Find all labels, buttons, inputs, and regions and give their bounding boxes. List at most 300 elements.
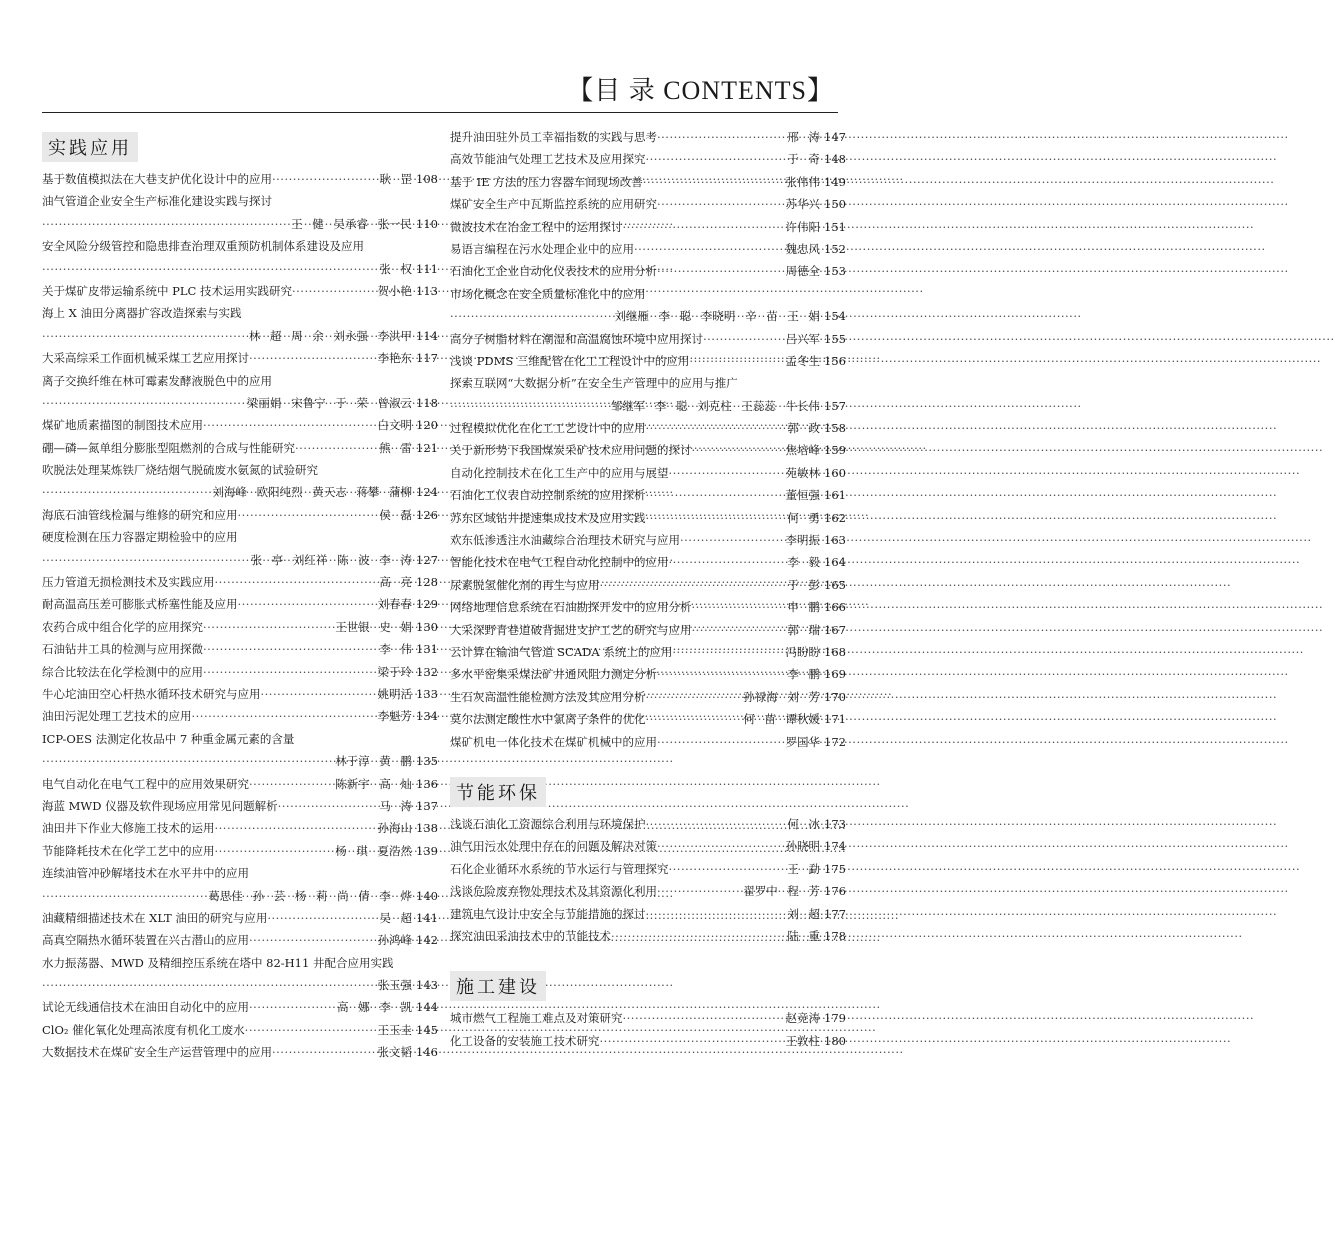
toc-entry-authors: 张玉强 — [377, 978, 413, 993]
dot-leader — [600, 1030, 786, 1052]
toc-entry[interactable] — [450, 238, 846, 260]
toc-entry-authors: 李明振 — [785, 533, 821, 548]
toc-entry-authors: 林 超 周 余 刘永强 李洪甲 — [248, 328, 413, 343]
toc-entry[interactable] — [450, 417, 846, 439]
toc-entry[interactable] — [450, 813, 846, 835]
toc-entry-title: 大采深野青巷道破背掘进支护工艺的研究与应用 — [450, 622, 692, 637]
toc-entry-line — [42, 616, 438, 638]
toc-entry-page: 174 — [824, 839, 846, 854]
section-title-text: 施工建设 — [450, 971, 546, 1001]
toc-entry-line — [450, 686, 846, 708]
toc-entry[interactable] — [450, 686, 846, 708]
toc-entry-page: 179 — [824, 1011, 846, 1026]
toc-entry-line — [42, 840, 438, 862]
toc-entry-line — [450, 439, 846, 461]
toc-entry-line — [450, 880, 846, 902]
dot-leader — [669, 551, 788, 573]
toc-entry-authors: 贺小艳 — [377, 283, 413, 298]
toc-entry[interactable] — [42, 571, 438, 593]
toc-entry-title: 安全风险分级管控和隐患排查治理双重预防机制体系建设及应用 — [42, 239, 364, 254]
toc-entry[interactable] — [450, 350, 846, 372]
toc-entry[interactable] — [42, 929, 438, 951]
toc-entry-page: 145 — [416, 1022, 438, 1037]
toc-entry[interactable] — [450, 1007, 846, 1029]
toc-entry-title: 大采高综采工作面机械采煤工艺应用探讨 — [42, 351, 249, 366]
toc-entry-page: 134 — [416, 709, 438, 724]
toc-entry-title: 石油化工仪表自动控制系统的应用探析 — [450, 488, 646, 503]
toc-entry-title: 多水平密集采煤法矿井通风阻力测定分析 — [450, 667, 657, 682]
toc-entry-authors: 李 鹏 — [787, 667, 821, 682]
toc-entry-authors: 侯 磊 — [379, 507, 413, 522]
section-gap — [450, 947, 846, 965]
toc-entry-authors: 张文韬 — [377, 1045, 413, 1060]
toc-entry-authors: 姚明活 — [377, 686, 413, 701]
toc-entry-line — [42, 526, 438, 548]
toc-entry-authors: 孙晓明 — [785, 839, 821, 854]
toc-entry-authors: 孟冬生 — [785, 353, 821, 368]
section-title — [450, 777, 846, 805]
dot-leader — [261, 683, 378, 705]
toc-entry[interactable] — [450, 372, 846, 417]
toc-entry-page: 128 — [416, 575, 438, 590]
toc-entry-title: 吹脱法处理某炼铁厂烧结烟气脱硫废水氨氮的试验研究 — [42, 463, 318, 478]
toc-entry-line — [42, 638, 438, 660]
toc-entry-page: 144 — [416, 1000, 438, 1015]
toc-entry[interactable] — [42, 773, 438, 795]
contents-header: 【目 录 CONTENTS】 — [567, 76, 834, 105]
toc-entry-authors: 刘春春 — [377, 597, 413, 612]
toc-entry[interactable] — [450, 708, 846, 730]
dot-leader — [623, 1007, 786, 1029]
toc-entry-page: 135 — [416, 754, 438, 769]
toc-entry-page: 108 — [416, 172, 438, 186]
dot-leader — [634, 238, 786, 260]
dot-leader — [203, 638, 379, 660]
toc-entry-line — [450, 395, 846, 417]
toc-entry-page: 170 — [824, 689, 846, 704]
toc-entry-title: 水力振荡器、MWD 及精细控压系统在塔中 82-H11 井配合应用实践 — [42, 955, 394, 970]
toc-entry-page: 159 — [824, 443, 846, 458]
toc-entry[interactable] — [42, 661, 438, 683]
dot-leader — [646, 686, 744, 708]
toc-entry-title: 煤矿安全生产中瓦斯监控系统的应用研究 — [450, 197, 657, 212]
toc-entry[interactable] — [450, 328, 846, 350]
dot-leader — [238, 504, 380, 526]
toc-entry-authors: 于 彭 — [787, 577, 821, 592]
toc-entry-authors: 何 冰 — [787, 816, 821, 831]
toc-entry-authors: 陈新宇 高 灿 — [335, 776, 413, 791]
dot-leader — [646, 903, 788, 925]
toc-entry-title: 油气田污水处理中存在的问题及解决对策 — [450, 839, 657, 854]
toc-entry-title: 煤矿机电一体化技术在煤矿机械中的应用 — [450, 734, 657, 749]
toc-entry-title: 牛心坨油田空心杆热水循环技术研究与应用 — [42, 686, 261, 701]
toc-entry[interactable] — [42, 459, 438, 504]
toc-entry[interactable] — [450, 507, 846, 529]
toc-entry[interactable] — [450, 641, 846, 663]
toc-entry-title: 高真空隔热水循环装置在兴古潜山的应用 — [42, 933, 249, 948]
toc-entry-line — [42, 1019, 438, 1041]
toc-entry-line — [450, 238, 846, 260]
dot-leader — [203, 414, 378, 436]
toc-entry-page: 118 — [416, 395, 438, 410]
toc-entry[interactable] — [42, 235, 438, 280]
dot-leader — [42, 258, 379, 280]
toc-entry-authors: 魏忠风 — [785, 241, 821, 256]
toc-entry[interactable] — [42, 526, 438, 571]
toc-entry-title: 城市燃气工程施工难点及对策研究 — [450, 1011, 623, 1026]
toc-entry-line — [42, 817, 438, 839]
dot-leader — [692, 619, 788, 641]
toc-entry[interactable] — [450, 216, 846, 238]
toc-entry-page: 126 — [416, 507, 438, 522]
toc-entry-line — [42, 773, 438, 795]
toc-entry-line — [450, 813, 846, 835]
toc-entry-line — [42, 347, 438, 369]
toc-entry-authors: 梁于玲 — [377, 664, 413, 679]
toc-entry-page: 143 — [416, 978, 438, 993]
toc-entry-title: 探究油田采油技术中的节能技术 — [450, 928, 611, 943]
toc-entry-line — [42, 235, 438, 257]
toc-entry-line — [450, 574, 846, 596]
toc-entry-authors: 李艳东 — [377, 351, 413, 366]
toc-entry-authors: 杨 琪 夏浩然 — [335, 843, 413, 858]
toc-entry-title: 节能降耗技术在化学工艺中的应用 — [42, 843, 215, 858]
dot-leader — [657, 835, 786, 857]
toc-entry-authors: 李 伟 — [379, 642, 413, 657]
toc-entry-line — [450, 903, 846, 925]
toc-entry[interactable] — [42, 1019, 438, 1041]
toc-entry-page: 155 — [824, 331, 846, 346]
toc-entry[interactable] — [450, 835, 846, 857]
toc-entry-page: 142 — [416, 933, 438, 948]
toc-entry-page: 168 — [824, 644, 846, 659]
toc-entry-title: 硼—磷—氮单组分膨胀型阻燃剂的合成与性能研究 — [42, 440, 295, 455]
toc-entry[interactable] — [450, 731, 846, 753]
toc-entry[interactable] — [450, 574, 846, 596]
dot-leader — [646, 484, 786, 506]
dot-leader — [657, 260, 786, 282]
toc-entry-line — [450, 1030, 846, 1052]
toc-entry-title: 石油钻井工具的检测与应用探微 — [42, 642, 203, 657]
toc-entry-line — [450, 216, 846, 238]
toc-entry[interactable] — [42, 996, 438, 1018]
toc-entry[interactable] — [42, 168, 438, 190]
toc-entry-authors: 吕兴军 — [785, 331, 821, 346]
toc-entry[interactable] — [42, 302, 438, 347]
dot-leader — [657, 193, 786, 215]
toc-entry-title: 提升油田驻外员工幸福指数的实践与思考 — [450, 130, 657, 144]
toc-entry-line — [450, 171, 846, 193]
toc-entry-line — [42, 929, 438, 951]
toc-entry-authors: 郭 瑞 — [787, 622, 821, 637]
toc-entry-line — [450, 193, 846, 215]
toc-entry-page: 154 — [824, 309, 846, 324]
toc-entry-authors: 翟罗中 程 芳 — [743, 884, 821, 899]
toc-entry-title: 易语言编程在污水处理企业中的应用 — [450, 241, 634, 256]
toc-entry-title: 大数据技术在煤矿安全生产运营管理中的应用 — [42, 1045, 272, 1060]
toc-entry-authors: 苑敏林 — [785, 465, 821, 480]
toc-entry-page: 117 — [416, 351, 438, 366]
toc-entry[interactable] — [42, 1041, 438, 1063]
toc-entry-line — [42, 1041, 438, 1063]
toc-entry-line — [42, 481, 438, 503]
toc-entry[interactable] — [450, 260, 846, 282]
toc-entry-authors: 高 亮 — [379, 575, 413, 590]
toc-entry-line — [450, 835, 846, 857]
dot-leader — [689, 350, 785, 372]
toc-entry-page: 127 — [416, 552, 438, 567]
toc-entry-authors: 何 苗 谭秋媛 — [743, 712, 821, 727]
toc-entry-authors: 白文明 — [377, 418, 413, 433]
toc-entry-page: 180 — [824, 1033, 846, 1048]
dot-leader — [669, 858, 788, 880]
toc-entry[interactable] — [42, 907, 438, 929]
toc-entry-line — [42, 705, 438, 727]
toc-entry-line — [450, 417, 846, 439]
toc-entry-line — [450, 925, 846, 947]
toc-entry-title: 高分子树脂材料在潮湿和高温腐蚀环境中应用探讨 — [450, 331, 703, 346]
toc-entry-page: 141 — [416, 910, 438, 925]
toc-entry-title: 石化企业循环水系统的节水运行与管理探究 — [450, 861, 669, 876]
toc-entry[interactable] — [450, 925, 846, 947]
toc-entry-authors: 孙禄海 刘 芳 — [743, 689, 821, 704]
toc-entry-title: 试论无线通信技术在油田自动化中的应用 — [42, 1000, 249, 1015]
toc-entry-authors: 申 鹏 — [787, 600, 821, 615]
toc-entry-page: 148 — [824, 152, 846, 167]
toc-entry[interactable] — [42, 190, 438, 235]
toc-entry-authors: 刘继雁 李 聪 李晓明 辛 苗 王 娟 — [614, 309, 821, 324]
toc-entry[interactable] — [42, 795, 438, 817]
toc-entry-page: 136 — [416, 776, 438, 791]
dot-leader — [42, 885, 208, 907]
toc-entry-title: 离子交换纤维在林可霉素发酵液脱色中的应用 — [42, 373, 272, 388]
toc-entry-line — [42, 728, 438, 750]
dot-leader — [657, 126, 787, 148]
toc-entry[interactable] — [450, 858, 846, 880]
toc-entry[interactable] — [42, 593, 438, 615]
toc-entry-title: 浅谈石油化工资源综合利用与环境保护 — [450, 816, 646, 831]
toc-entry-line — [450, 126, 846, 148]
toc-entry-page: 164 — [824, 555, 846, 570]
toc-entry[interactable] — [42, 437, 438, 459]
toc-entry-line — [42, 661, 438, 683]
toc-entry-line — [450, 484, 846, 506]
toc-entry-line — [450, 663, 846, 685]
toc-entry-page: 178 — [824, 928, 846, 943]
dot-leader — [249, 996, 337, 1018]
toc-entry-page: 169 — [824, 667, 846, 682]
toc-entry-title: 苏东区域钻井提速集成技术及应用实践 — [450, 510, 646, 525]
dot-leader — [646, 507, 788, 529]
toc-entry-line — [450, 1007, 846, 1029]
section-gap — [450, 753, 846, 771]
toc-entry-line — [42, 504, 438, 526]
toc-entry-title: 关于煤矿皮带运输系统中 PLC 技术运用实践研究 — [42, 283, 292, 298]
dot-leader — [272, 168, 379, 190]
toc-entry-line — [42, 885, 438, 907]
toc-entry[interactable] — [450, 462, 846, 484]
dot-leader — [623, 216, 786, 238]
dot-leader — [267, 907, 379, 929]
toc-entry-line — [450, 148, 846, 170]
toc-entry-title: 莫尔法测定酸性水中氯离子条件的优化 — [450, 712, 646, 727]
toc-entry-title: 高效节能油气处理工艺技术及应用探究 — [450, 152, 646, 167]
dot-leader — [249, 773, 335, 795]
toc-entry[interactable] — [450, 903, 846, 925]
toc-entry-authors: 孙海山 — [377, 821, 413, 836]
toc-entry[interactable] — [42, 370, 438, 415]
toc-entry-title: 过程模拟优化在化工工艺设计中的应用 — [450, 421, 646, 436]
dot-leader — [215, 817, 378, 839]
toc-entry[interactable] — [450, 171, 846, 193]
toc-entry-title: 农药合成中组合化学的应用探究 — [42, 619, 203, 634]
toc-entry-authors: 高 娜 李 凯 — [337, 1000, 413, 1015]
toc-entry[interactable] — [42, 840, 438, 862]
toc-entry-title: 油藏精细描述技术在 XLT 油田的研究与应用 — [42, 910, 268, 925]
toc-entry-title: 微波技术在冶金工程中的运用探讨 — [450, 219, 623, 234]
toc-entry-title: 网络地理信息系统在石油勘探开发中的应用分析 — [450, 600, 692, 615]
toc-entry-page: 172 — [824, 734, 846, 749]
toc-entry-page: 163 — [824, 533, 846, 548]
dot-leader — [692, 439, 786, 461]
toc-entry[interactable] — [450, 1030, 846, 1052]
dot-leader — [703, 328, 786, 350]
toc-entry[interactable] — [450, 484, 846, 506]
toc-entry-line — [42, 258, 438, 280]
toc-entry-line — [42, 437, 438, 459]
toc-entry-title: 海底石油管线检漏与维修的研究和应用 — [42, 507, 238, 522]
dot-leader — [42, 325, 249, 347]
toc-entry[interactable] — [450, 880, 846, 902]
toc-entry[interactable] — [450, 596, 846, 618]
toc-entry[interactable] — [42, 952, 438, 997]
toc-entry-title: 硬度检测在压力容器定期检验中的应用 — [42, 530, 238, 545]
toc-entry-page: 133 — [416, 686, 438, 701]
toc-entry[interactable] — [42, 683, 438, 705]
toc-entry[interactable] — [450, 126, 846, 148]
toc-entry-page: 176 — [824, 884, 846, 899]
toc-entry[interactable] — [450, 439, 846, 461]
dot-leader — [646, 148, 788, 170]
right-column — [450, 126, 846, 1052]
toc-entry-line — [450, 507, 846, 529]
toc-entry-title: 耐高温高压差可膨胀式桥塞性能及应用 — [42, 597, 238, 612]
toc-entry-authors: 董恒强 — [785, 488, 821, 503]
dot-leader — [192, 705, 378, 727]
toc-entry[interactable] — [42, 504, 438, 526]
toc-entry[interactable] — [42, 705, 438, 727]
toc-entry[interactable] — [42, 347, 438, 369]
dot-leader — [657, 663, 787, 685]
toc-entry-line — [42, 190, 438, 212]
toc-entry-title: 浅谈危险废弃物处理技术及其资源化利用 — [450, 884, 657, 899]
toc-entry-title: 综合比较法在化学检测中的应用 — [42, 664, 203, 679]
toc-entry-page: 151 — [824, 219, 846, 234]
dot-leader — [249, 347, 378, 369]
toc-entry-line — [42, 683, 438, 705]
dot-leader — [646, 708, 744, 730]
toc-entry[interactable] — [450, 148, 846, 170]
toc-entry-line — [42, 302, 438, 324]
toc-entry[interactable] — [42, 638, 438, 660]
dot-leader — [278, 795, 380, 817]
toc-entry[interactable] — [42, 728, 438, 773]
toc-entry[interactable] — [450, 619, 846, 641]
toc-entry-authors: 罗国华 — [785, 734, 821, 749]
toc-entry[interactable] — [42, 862, 438, 907]
toc-entry-line — [42, 862, 438, 884]
dot-leader — [450, 395, 611, 417]
toc-entry[interactable] — [42, 414, 438, 436]
toc-entry[interactable] — [42, 616, 438, 638]
dot-leader — [215, 840, 336, 862]
section-title-text: 节能环保 — [450, 777, 546, 807]
toc-entry-line — [450, 731, 846, 753]
toc-entry-page: 149 — [824, 174, 846, 189]
toc-entry-title: 关于新形势下我国煤炭采矿技术应用问题的探讨 — [450, 443, 692, 458]
dot-leader — [203, 661, 378, 683]
toc-entry[interactable] — [450, 529, 846, 551]
toc-entry[interactable] — [42, 280, 438, 302]
toc-entry-page: 111 — [416, 261, 438, 276]
toc-entry-title: 化工设备的安装施工技术研究 — [450, 1033, 600, 1048]
section-title — [450, 971, 846, 999]
toc-entry-authors: 王敦柱 — [785, 1033, 821, 1048]
toc-entry-authors: 王 健 吴承睿 张一民 — [291, 216, 413, 231]
toc-entry-line — [450, 858, 846, 880]
dot-leader — [42, 481, 212, 503]
toc-entry-authors: 周德全 — [785, 264, 821, 279]
toc-entry-line — [450, 350, 846, 372]
toc-entry-page: 165 — [824, 577, 846, 592]
dot-leader — [646, 417, 788, 439]
toc-entry-line — [42, 996, 438, 1018]
toc-entry-page: 113 — [416, 283, 438, 298]
toc-entry[interactable] — [450, 283, 846, 328]
toc-entry-authors: 张 权 — [379, 261, 413, 276]
toc-entry-line — [450, 708, 846, 730]
dot-leader — [657, 731, 786, 753]
toc-entry-authors: 耿 罡 — [379, 172, 413, 186]
toc-entry-line — [42, 593, 438, 615]
toc-entry-page: 177 — [824, 906, 846, 921]
toc-entry-title: 尿素脱氢催化剂的再生与应用 — [450, 577, 600, 592]
toc-entry-page: 166 — [824, 600, 846, 615]
dot-leader — [42, 549, 251, 571]
toc-entry-title: 海蓝 MWD 仪器及软件现场应用常见问题解析 — [42, 798, 278, 813]
toc-entry-title: 连续油管冲砂解堵技术在水平井中的应用 — [42, 866, 249, 881]
dot-leader — [692, 596, 788, 618]
toc-entry-authors: 梁丽娟 宋鲁宁 于 荣 曾淑云 — [246, 395, 413, 410]
toc-entry-page: 124 — [416, 485, 438, 500]
toc-entry[interactable] — [42, 817, 438, 839]
toc-entry-line — [450, 619, 846, 641]
toc-entry-page: 161 — [824, 488, 846, 503]
toc-entry[interactable] — [450, 663, 846, 685]
toc-entry-page: 129 — [416, 597, 438, 612]
toc-entry-page: 114 — [416, 328, 438, 343]
toc-entry-page: 130 — [416, 619, 438, 634]
toc-entry-page: 138 — [416, 821, 438, 836]
toc-entry[interactable] — [450, 193, 846, 215]
toc-entry-title: 欢东低渗透注水油藏综合治理技术研究与应用 — [450, 533, 680, 548]
toc-entry-authors: 苏华兴 — [785, 197, 821, 212]
toc-entry-authors: 王玉圭 — [377, 1022, 413, 1037]
toc-entry-authors: 李魁芳 — [377, 709, 413, 724]
toc-entry[interactable] — [450, 551, 846, 573]
toc-entry-page: 120 — [416, 418, 438, 433]
toc-entry-title: 基于 IE 方法的压力容器车间现场改善 — [450, 174, 643, 189]
